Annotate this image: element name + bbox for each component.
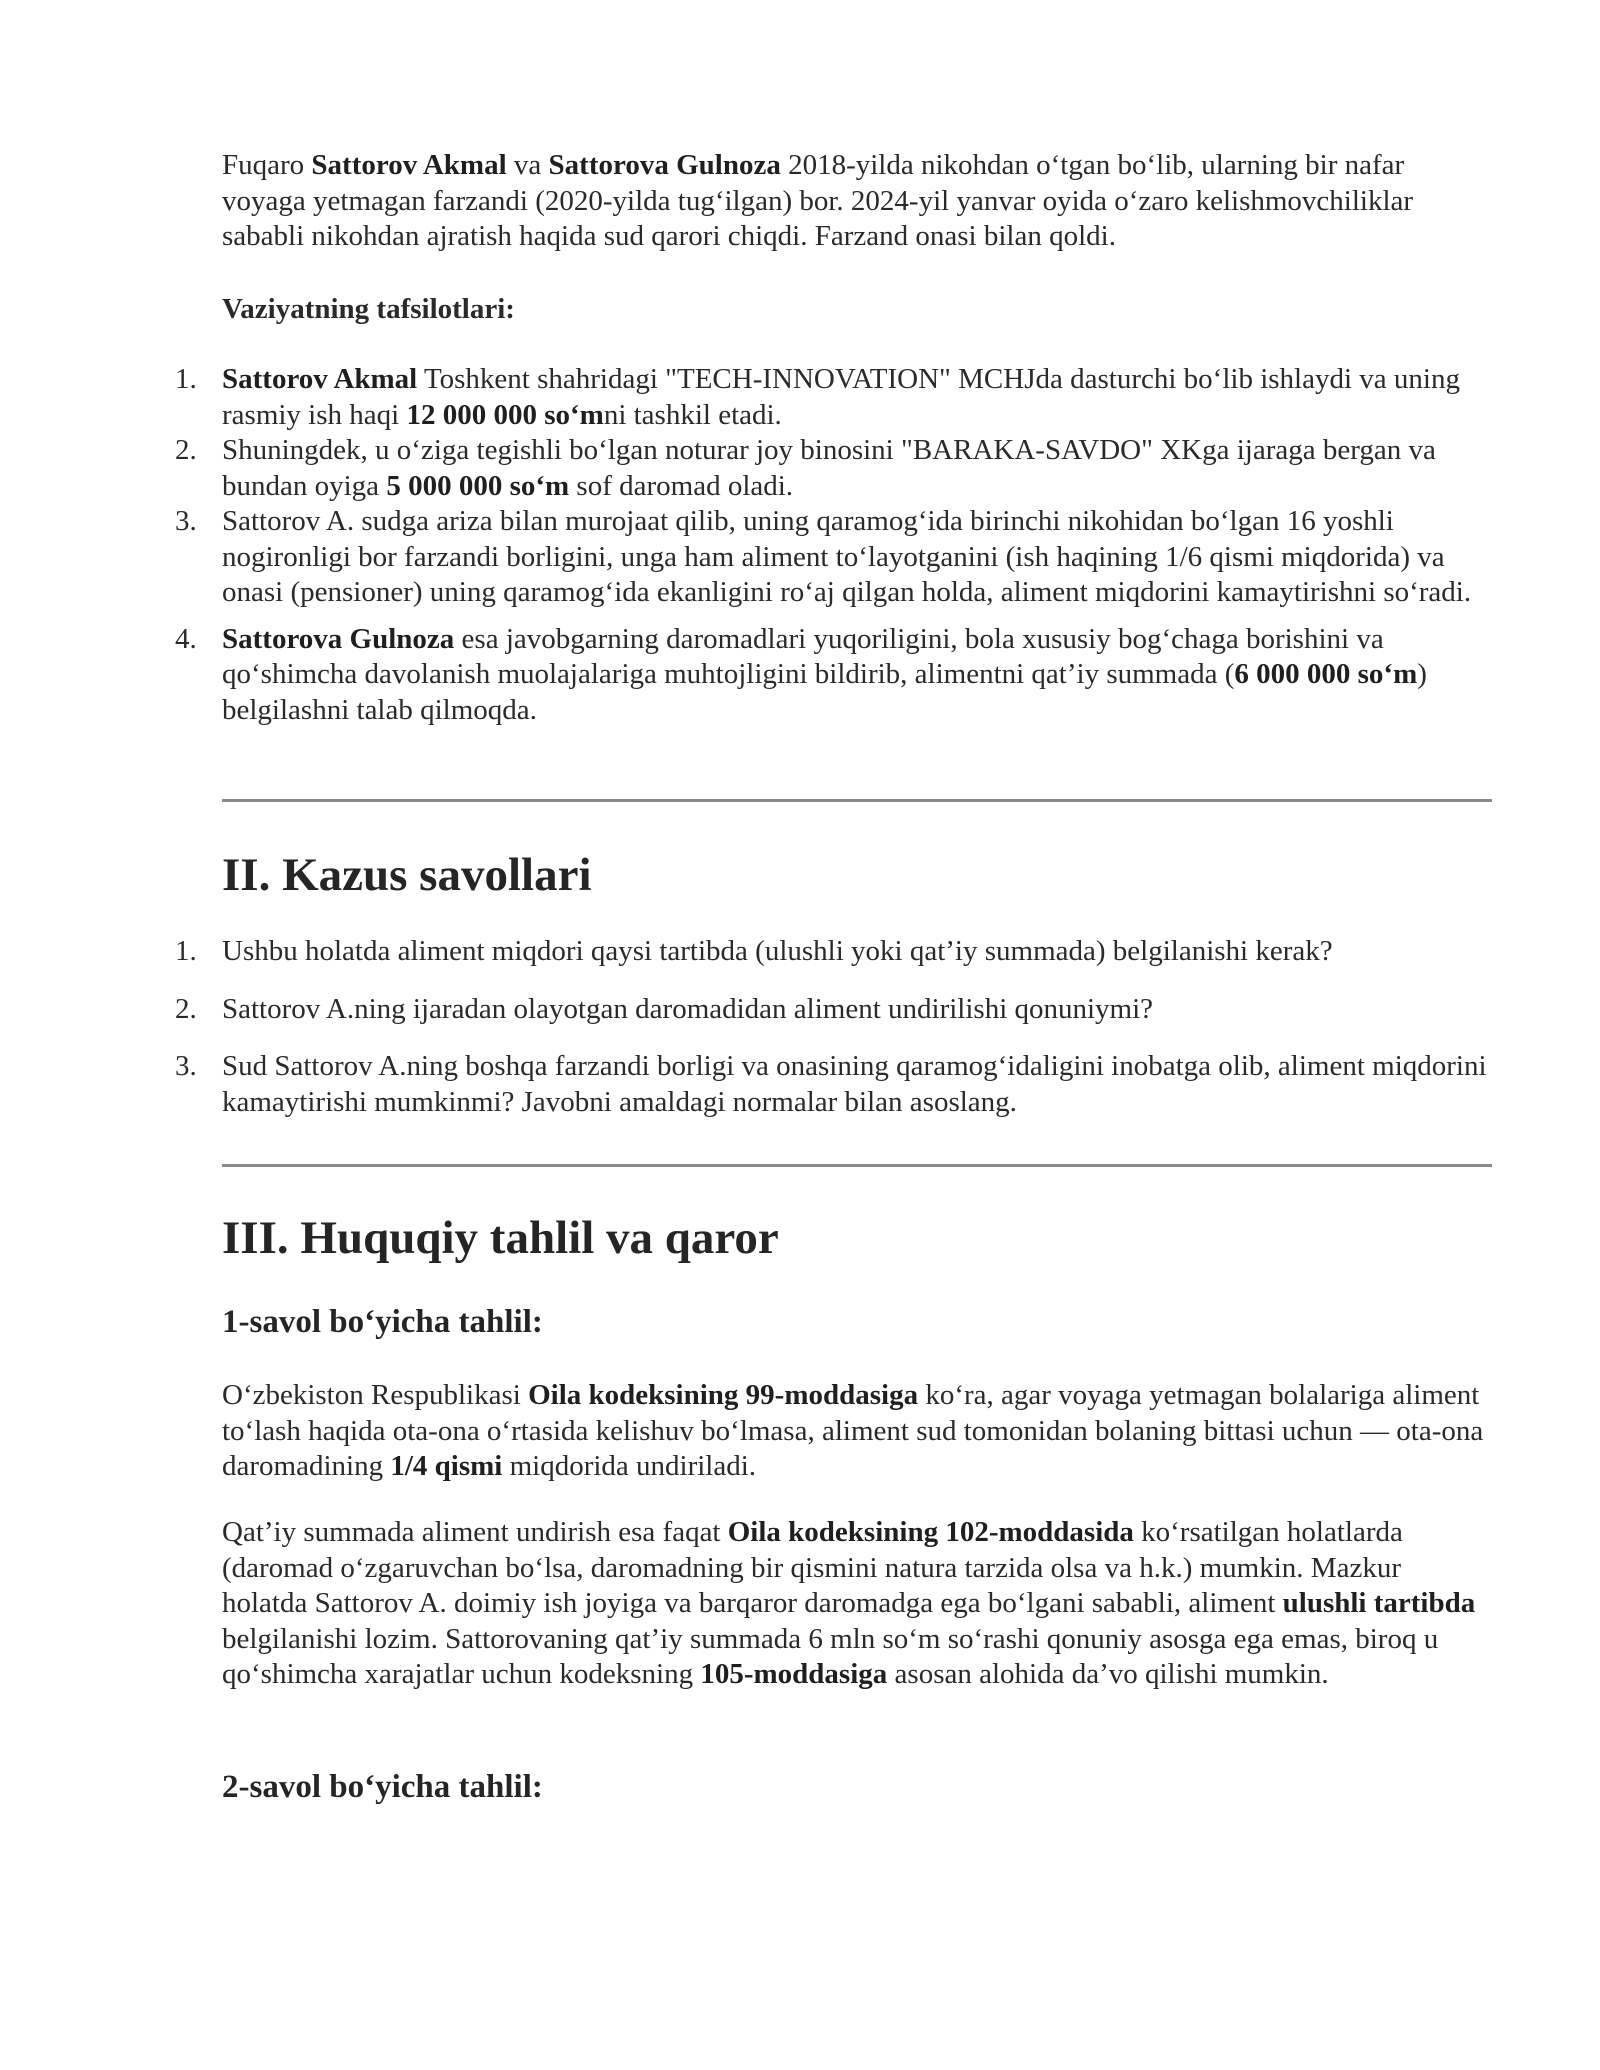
list-number: 3.: [175, 1050, 197, 1082]
share-amount: 1/4 qismi: [390, 1450, 503, 1482]
section-title: II. Kazus savollari: [222, 849, 592, 901]
question-text: Sattorov A.ning ijaradan olayotgan daromadidan aliment undirilishi qonuniymi?: [222, 992, 1154, 1025]
list-number: 3.: [175, 505, 197, 537]
law-reference: Oila kodeksining 99-moddasiga: [528, 1379, 919, 1411]
list-item: [0, 433, 1492, 504]
paragraph-text: asosan alohida daʼvo qilishi mumkin.: [887, 1658, 1329, 1690]
paragraph-text: Qatʼiy summada aliment undirish esa faqat: [222, 1516, 728, 1548]
item-text: Shuningdek, u oʻziga tegishli boʻlgan noturar joy binosini "BARAKA-SAVDO" XKga ijaraga bergan va bundan oyiga: [222, 434, 1436, 502]
fixed-amount: 6 000 000 soʻm: [1234, 658, 1418, 690]
name-akmal: Sattorov Akmal: [311, 149, 507, 181]
horizontal-rule: [222, 799, 1492, 802]
analysis-paragraph: [222, 1515, 1492, 1693]
list-item: [0, 992, 1492, 1028]
subsection-title: 2-savol boʻyicha tahlil:: [222, 1769, 543, 1805]
paragraph-text: koʻra, agar voyaga yetmagan bolalariga aliment toʻlash haqida ota-ona oʻrtasida kelishuv boʻlmasa, aliment sud tomonidan bolaning bittasi uchun — ota-ona daromadining: [222, 1379, 1484, 1482]
law-reference: Oila kodeksining 102-moddasida: [727, 1516, 1134, 1548]
item-text: esa javobgarning daromadlari yuqoriligini, bola xususiy bogʻchaga borishini va qoʻshimcha davolanish muolajalariga muhtojligini bildirib, alimentni qatʼiy summada (: [222, 622, 1384, 690]
rent-income-amount: 5 000 000 soʻm: [386, 469, 570, 502]
intro-text: Fuqaro: [222, 149, 312, 181]
item-text: sof daromad oladi.: [569, 469, 794, 502]
details-heading: Vaziyatning tafsilotlari:: [222, 293, 515, 325]
list-number: 1.: [175, 363, 197, 395]
analysis-paragraph: [222, 1378, 1492, 1485]
salary-amount: 12 000 000 soʻm: [406, 398, 604, 431]
horizontal-rule: [222, 1164, 1492, 1167]
question-text: Ushbu holatda aliment miqdori qaysi tartibda (ulushli yoki qatʼiy summada) belgilanishi kerak?: [222, 935, 1333, 967]
list-item: [0, 1049, 1492, 1120]
list-number: 1.: [175, 935, 197, 967]
order-type: ulushli tartibda: [1282, 1587, 1476, 1619]
list-item: [0, 504, 1492, 611]
name-gulnoza: Sattorova Gulnoza: [548, 149, 781, 181]
intro-text: va: [506, 149, 549, 181]
list-item: [0, 622, 1492, 729]
questions-list: [0, 934, 1500, 1120]
law-reference: 105-moddasiga: [700, 1658, 888, 1690]
paragraph-text: Oʻzbekiston Respublikasi: [222, 1379, 529, 1411]
intro-text: 2018-yilda nikohdan oʻtgan boʻlib, ularning bir nafar voyaga yetmagan farzandi (2020-yilda tugʻilgan) bor. 2024-yil yanvar oyida oʻzaro kelishmovchiliklar sababli nikohdan ajratish haqida sud qarori chiqdi. Farzand onasi bilan qoldi.: [222, 149, 1414, 252]
section-title: III. Huquqiy tahlil va qaror: [222, 1212, 779, 1264]
paragraph-text: belgilanishi lozim. Sattorovaning qatʼiy summada 6 mln soʻm soʻrashi qonuniy asosga ega emas, biroq u qoʻshimcha xarajatlar uchun kodeksning: [222, 1622, 1439, 1690]
paragraph-text: miqdorida undiriladi.: [502, 1450, 757, 1482]
list-number: 4.: [175, 622, 197, 655]
name-akmal: Sattorov Akmal: [222, 363, 418, 395]
question-text: Sud Sattorov A.ning boshqa farzandi borligi va onasining qaramogʻidaligini inobatga olib, aliment miqdorini kamaytirishi mumkinmi? Javobni amaldagi normalar bilan asoslang.: [222, 1050, 1487, 1118]
name-gulnoza: Sattorova Gulnoza: [222, 622, 455, 655]
list-number: 2.: [175, 434, 197, 466]
intro-paragraph: [222, 148, 1492, 255]
item-text: Sattorov A. sudga ariza bilan murojaat qilib, uning qaramogʻida birinchi nikohidan boʻlgan 16 yoshli nogironligi bor farzandi borligini, unga ham aliment toʻlayotganini (ish haqining 1/6 qismi miqdorida) va onasi (pensioner) uning qaramogʻida ekanligini roʻaj qilgan holda, aliment miqdorini kamaytirishni soʻradi.: [222, 505, 1472, 608]
subsection-title: 1-savol boʻyicha tahlil:: [222, 1304, 543, 1340]
item-text: ) belgilashni talab qilmoqda.: [222, 658, 1427, 726]
list-number: 2.: [175, 992, 197, 1025]
paragraph-text: koʻrsatilgan holatlarda (daromad oʻzgaruvchan boʻlsa, daromadning bir qismini natura tarzida olsa va h.k.) mumkin. Mazkur holatda Sattorov A. doimiy ish joyiga va barqaror daromadga ega boʻlgani sababli, aliment: [222, 1516, 1403, 1619]
item-text: ni tashkil etadi.: [603, 398, 782, 431]
list-item: [0, 362, 1492, 433]
item-text: Toshkent shahridagi "TECH-INNOVATION" MCHJda dasturchi boʻlib ishlaydi va uning rasmiy ish haqi: [222, 363, 1460, 431]
details-list: [0, 362, 1500, 728]
list-item: [0, 934, 1492, 970]
